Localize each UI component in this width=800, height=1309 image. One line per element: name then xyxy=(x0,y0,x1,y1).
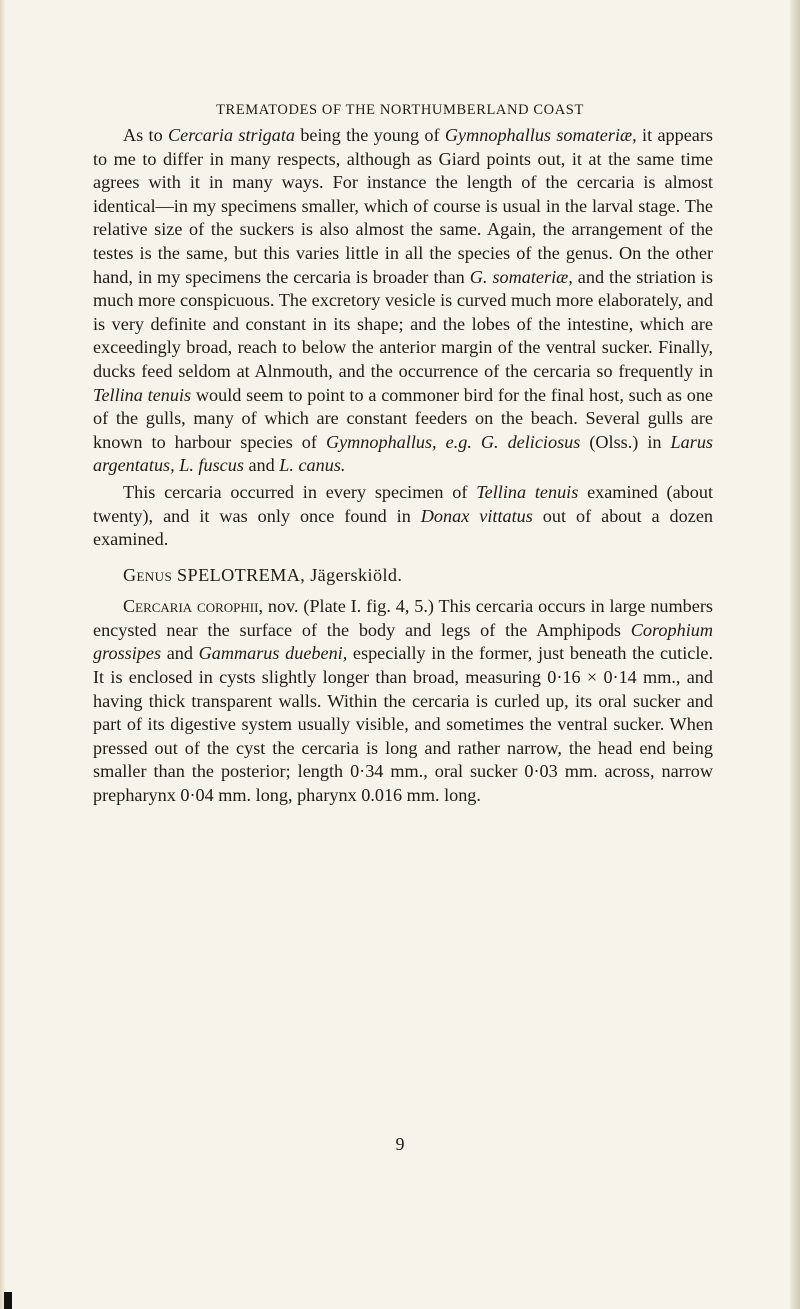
paragraph-tellina: This cercaria occurred in every specimen of Tellina tenuis examined (about twenty), and it was only once found in Donax vittatus out of about a dozen examined. xyxy=(93,481,713,550)
genus-heading: Genus SPELOTREMA, Jägerskiöld. xyxy=(123,564,403,585)
paragraph-gymnophallus: As to Cercaria strigata being the young of Gymnophallus somateriæ, it appears to me to differ in many respects, although as Giard points out, it at the same time agrees with it in many ways. For instance the length of the cercaria is almost identical—in my specimens smaller, which of course is usual in the larval stage. The relative size of the suckers is also almost the same. Again, the arrangement of the testes is the same, but this varies little in all the species of the genus. On the other hand, in my specimens the cercaria is broader than G. somateriæ, and the striation is much more conspicuous. The excretory vesicle is curved much more elaborately, and is very definite and constant in its shape; and the lobes of the intestine, which are exceedingly broad, reach to below the anterior margin of the ventral sucker. Finally, ducks feed seldom at Alnmouth, and the occurrence of the cercaria so frequently in Tellina tenuis would seem to point to a commoner bird for the final host, such as one of the gulls, many of which are constant feeders on the beach. Several gulls are known to harbour species of Gymnophallus, e.g. G. deliciosus (Olss.) in Larus argentatus, L. fuscus and L. canus. xyxy=(93,125,714,476)
page-number: 9 xyxy=(395,1134,405,1154)
page-edge-right xyxy=(790,0,800,1309)
running-head: TREMATODES OF THE NORTHUMBERLAND COAST xyxy=(216,102,584,118)
body-text xyxy=(93,124,713,808)
binding-mark xyxy=(4,1292,12,1309)
page-edge-left xyxy=(0,0,6,1309)
paragraph-cercaria-corophii: Cercaria corophii, nov. (Plate I. fig. 4, 5.) This cercaria occurs in large numbers encysted near the surface of the body and legs of the Amphipods Corophium grossipes and Gammarus duebeni, especially in the former, just beneath the cuticle. It is enclosed in cysts slightly longer than broad, measuring 0·16 × 0·14 mm., and having thick transparent walls. Within the cercaria is curled up, its oral sucker and part of its digestive system usually visible, and sometimes the ventral sucker. When pressed out of the cyst the cercaria is long and rather narrow, the head end being smaller than the posterior; length 0·34 mm., oral sucker 0·03 mm. across, narrow prepharynx 0·04 mm. long, pharynx 0.016 mm. long. xyxy=(93,596,713,806)
